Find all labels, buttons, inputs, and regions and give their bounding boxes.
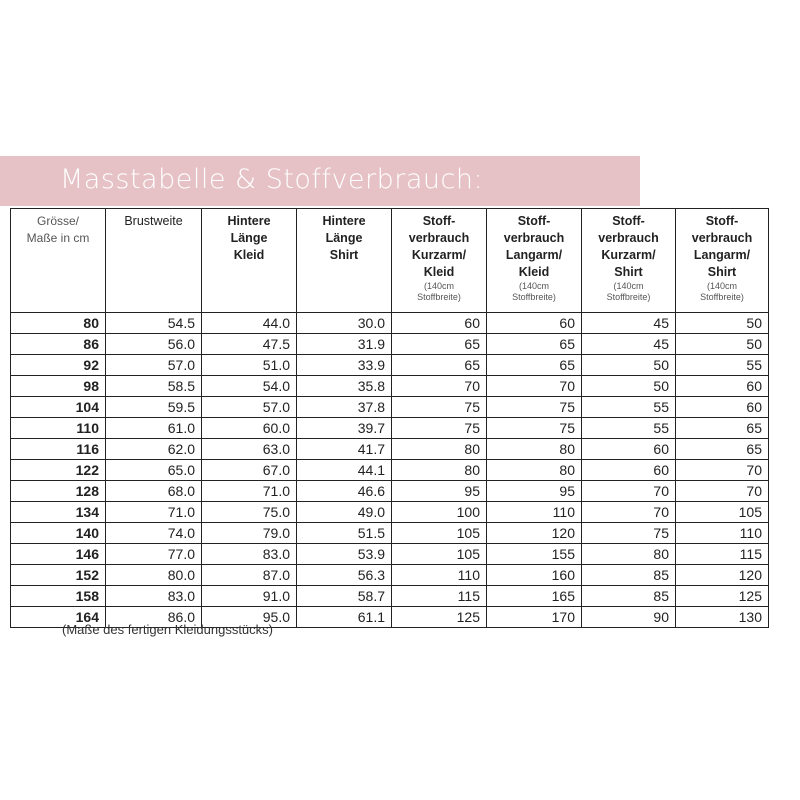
header-note: Stoffbreite) [417, 292, 461, 302]
value-cell: 65.0 [106, 460, 202, 481]
header-line: Shirt [329, 248, 359, 262]
header-line: Stoff- [612, 214, 645, 228]
header-note: (140cm [518, 281, 549, 291]
footnote: (Maße des fertigen Kleidungsstücks) [62, 622, 273, 637]
value-cell: 160 [487, 565, 582, 586]
value-cell: 68.0 [106, 481, 202, 502]
value-cell: 47.5 [202, 334, 297, 355]
column-header [487, 209, 582, 313]
value-cell: 45 [582, 334, 676, 355]
value-cell: 105 [392, 544, 487, 565]
value-cell: 60 [392, 313, 487, 334]
value-cell: 130 [676, 607, 769, 628]
value-cell: 33.9 [297, 355, 392, 376]
value-cell: 91.0 [202, 586, 297, 607]
size-cell: 92 [11, 355, 106, 376]
size-cell: 86 [11, 334, 106, 355]
value-cell: 87.0 [202, 565, 297, 586]
size-cell: 98 [11, 376, 106, 397]
column-header [202, 209, 297, 313]
column-header [676, 209, 769, 313]
table-row [11, 460, 769, 481]
value-cell: 83.0 [106, 586, 202, 607]
size-cell: 146 [11, 544, 106, 565]
value-cell: 65 [676, 439, 769, 460]
value-cell: 54.0 [202, 376, 297, 397]
value-cell: 65 [487, 355, 582, 376]
value-cell: 74.0 [106, 523, 202, 544]
value-cell: 46.6 [297, 481, 392, 502]
table-row [11, 523, 769, 544]
header-line: verbrauch [598, 231, 659, 245]
header-line: Shirt [614, 265, 643, 279]
value-cell: 80 [487, 460, 582, 481]
value-cell: 70 [582, 502, 676, 523]
value-cell: 80 [392, 439, 487, 460]
value-cell: 50 [582, 376, 676, 397]
table-row [11, 439, 769, 460]
value-cell: 75 [582, 523, 676, 544]
value-cell: 60 [676, 397, 769, 418]
value-cell: 70 [676, 460, 769, 481]
value-cell: 31.9 [297, 334, 392, 355]
value-cell: 80 [487, 439, 582, 460]
header-note: (140cm [613, 281, 644, 291]
size-cell: 122 [11, 460, 106, 481]
value-cell: 55 [582, 397, 676, 418]
header-line: Grösse/ [36, 214, 79, 228]
size-cell: 110 [11, 418, 106, 439]
value-cell: 41.7 [297, 439, 392, 460]
table-row [11, 376, 769, 397]
value-cell: 70 [582, 481, 676, 502]
header-line: verbrauch [691, 231, 753, 245]
value-cell: 62.0 [106, 439, 202, 460]
value-cell: 70 [676, 481, 769, 502]
value-cell: 58.7 [297, 586, 392, 607]
value-cell: 125 [392, 607, 487, 628]
header-line: Länge [325, 231, 363, 245]
column-header [297, 209, 392, 313]
value-cell: 75 [487, 397, 582, 418]
header-line: Hintere [227, 214, 271, 228]
value-cell: 86.0 [106, 607, 202, 628]
size-cell: 152 [11, 565, 106, 586]
value-cell: 105 [392, 523, 487, 544]
header-line: verbrauch [503, 231, 565, 245]
value-cell: 61.0 [106, 418, 202, 439]
banner-title: Masstabelle & Stoffverbrauch: [60, 164, 484, 195]
value-cell: 80.0 [106, 565, 202, 586]
header-note: (140cm [706, 281, 737, 291]
value-cell: 79.0 [202, 523, 297, 544]
header-line: Langarm/ [505, 248, 563, 262]
value-cell: 71.0 [202, 481, 297, 502]
header-line: Stoff- [422, 214, 456, 228]
header-line: Stoff- [517, 214, 551, 228]
header-line: Kleid [423, 265, 455, 279]
value-cell: 35.8 [297, 376, 392, 397]
header-line: Länge [230, 231, 268, 245]
value-cell: 90 [582, 607, 676, 628]
value-cell: 110 [676, 523, 769, 544]
table-row [11, 397, 769, 418]
value-cell: 65 [392, 355, 487, 376]
value-cell: 61.1 [297, 607, 392, 628]
value-cell: 110 [487, 502, 582, 523]
value-cell: 70 [487, 376, 582, 397]
value-cell: 60.0 [202, 418, 297, 439]
value-cell: 165 [487, 586, 582, 607]
value-cell: 95.0 [202, 607, 297, 628]
value-cell: 85 [582, 586, 676, 607]
value-cell: 120 [487, 523, 582, 544]
value-cell: 65 [392, 334, 487, 355]
value-cell: 95 [392, 481, 487, 502]
column-header [392, 209, 487, 313]
value-cell: 95 [487, 481, 582, 502]
table-row [11, 313, 769, 334]
value-cell: 60 [487, 313, 582, 334]
size-cell: 80 [11, 313, 106, 334]
value-cell: 54.5 [106, 313, 202, 334]
value-cell: 115 [392, 586, 487, 607]
header-line: Hintere [322, 214, 366, 228]
header-line: Shirt [707, 265, 737, 279]
value-cell: 110 [392, 565, 487, 586]
table-header [11, 209, 769, 313]
value-cell: 50 [582, 355, 676, 376]
column-header [582, 209, 676, 313]
column-header [106, 209, 202, 313]
header-line: Kleid [233, 248, 265, 262]
value-cell: 63.0 [202, 439, 297, 460]
value-cell: 75.0 [202, 502, 297, 523]
header-line: Kurzarm/ [601, 248, 656, 262]
header-row [11, 209, 769, 313]
value-cell: 100 [392, 502, 487, 523]
header-note: Stoffbreite) [700, 292, 744, 302]
value-cell: 85 [582, 565, 676, 586]
value-cell: 56.0 [106, 334, 202, 355]
value-cell: 51.5 [297, 523, 392, 544]
value-cell: 56.3 [297, 565, 392, 586]
header-line: Kurzarm/ [411, 248, 467, 262]
value-cell: 59.5 [106, 397, 202, 418]
size-cell: 104 [11, 397, 106, 418]
value-cell: 65 [676, 418, 769, 439]
value-cell: 60 [676, 376, 769, 397]
value-cell: 60 [582, 460, 676, 481]
value-cell: 125 [676, 586, 769, 607]
value-cell: 57.0 [202, 397, 297, 418]
value-cell: 37.8 [297, 397, 392, 418]
title-banner [0, 156, 640, 206]
size-cell: 140 [11, 523, 106, 544]
size-cell: 164 [11, 607, 106, 628]
value-cell: 80 [392, 460, 487, 481]
table-row [11, 481, 769, 502]
header-note: Stoffbreite) [512, 292, 556, 302]
value-cell: 115 [676, 544, 769, 565]
value-cell: 105 [676, 502, 769, 523]
value-cell: 65 [487, 334, 582, 355]
value-cell: 30.0 [297, 313, 392, 334]
value-cell: 49.0 [297, 502, 392, 523]
table-row [11, 355, 769, 376]
value-cell: 44.1 [297, 460, 392, 481]
size-table [10, 208, 769, 628]
value-cell: 58.5 [106, 376, 202, 397]
table-row [11, 418, 769, 439]
header-note: (140cm [423, 281, 454, 291]
value-cell: 83.0 [202, 544, 297, 565]
header-line: Kleid [518, 265, 550, 279]
value-cell: 120 [676, 565, 769, 586]
value-cell: 50 [676, 334, 769, 355]
table-row [11, 334, 769, 355]
size-cell: 128 [11, 481, 106, 502]
value-cell: 75 [392, 418, 487, 439]
value-cell: 55 [676, 355, 769, 376]
value-cell: 53.9 [297, 544, 392, 565]
table-body [11, 313, 769, 628]
size-cell: 116 [11, 439, 106, 460]
table-row [11, 544, 769, 565]
column-header [11, 209, 106, 313]
value-cell: 55 [582, 418, 676, 439]
value-cell: 67.0 [202, 460, 297, 481]
value-cell: 50 [676, 313, 769, 334]
value-cell: 155 [487, 544, 582, 565]
value-cell: 39.7 [297, 418, 392, 439]
value-cell: 75 [487, 418, 582, 439]
value-cell: 71.0 [106, 502, 202, 523]
value-cell: 75 [392, 397, 487, 418]
table-row [11, 586, 769, 607]
value-cell: 44.0 [202, 313, 297, 334]
header-line: Brustweite [124, 214, 183, 228]
size-cell: 158 [11, 586, 106, 607]
header-line: Maße in cm [26, 231, 90, 245]
header-line: Langarm/ [693, 248, 751, 262]
value-cell: 51.0 [202, 355, 297, 376]
value-cell: 77.0 [106, 544, 202, 565]
header-line: Stoff- [705, 214, 739, 228]
size-cell: 134 [11, 502, 106, 523]
table-row [11, 565, 769, 586]
value-cell: 45 [582, 313, 676, 334]
value-cell: 170 [487, 607, 582, 628]
header-line: verbrauch [408, 231, 470, 245]
table-row [11, 502, 769, 523]
value-cell: 80 [582, 544, 676, 565]
value-cell: 70 [392, 376, 487, 397]
value-cell: 57.0 [106, 355, 202, 376]
header-note: Stoffbreite) [606, 292, 651, 302]
value-cell: 60 [582, 439, 676, 460]
